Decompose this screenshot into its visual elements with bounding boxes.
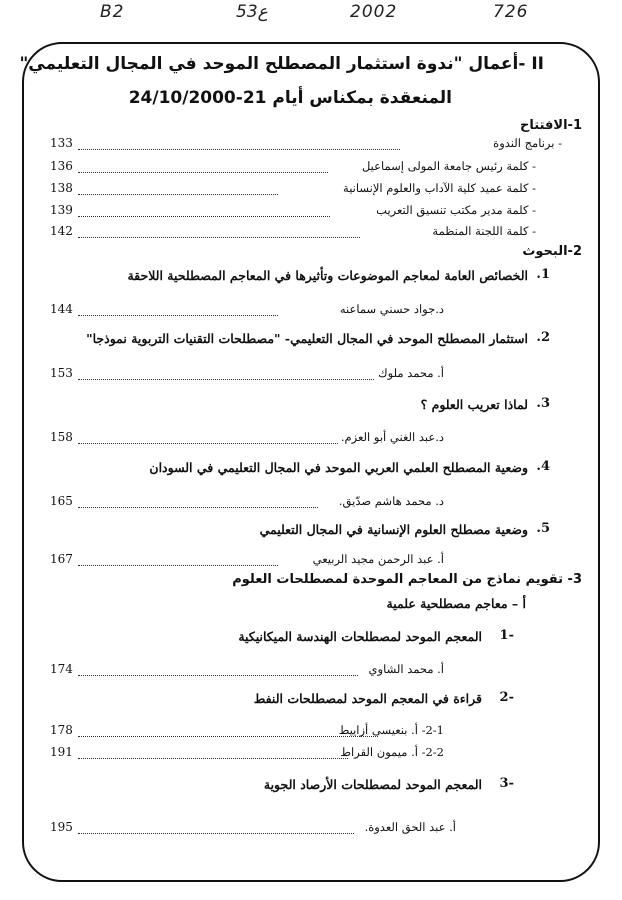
research-3-page: 158	[50, 430, 73, 444]
handwritten-page: 726	[493, 2, 529, 22]
evaluation-1-page: 174	[50, 662, 73, 676]
section1-heading: 1-الافتتاح	[520, 118, 582, 133]
research-5-number: 5.	[536, 521, 550, 536]
research-2-page: 153	[50, 366, 73, 380]
section3-heading: 3- تقويم نماذج من المعاجم الموحدة لمصطلحات العلوم	[232, 572, 582, 587]
handwritten-year: 2002	[350, 2, 398, 22]
evaluation-3-author: أ. عبد الحق العدوة.	[364, 820, 456, 834]
evaluation-1-title: المعجم الموحد لمصطلحات الهندسة الميكانيكية	[238, 629, 482, 644]
evaluation-2-title: قراءة في المعجم الموحد لمصطلحات النفط	[253, 691, 482, 706]
section1-page-1: 133	[50, 136, 73, 150]
research-3-number: 3.	[536, 396, 550, 411]
research-4-author: د. محمد هاشم صدّيق.	[338, 494, 444, 508]
research-3-author: د.عبد الغني أبو العزم.	[340, 430, 444, 444]
section1-page-4: 139	[50, 203, 73, 217]
section1-item-5: - كلمة اللجنة المنظمة	[432, 224, 536, 238]
research-2-author: أ. محمد ملوك	[378, 366, 444, 380]
evaluation-3-page: 195	[50, 820, 73, 834]
evaluation-1-number: -1	[499, 628, 514, 643]
dot-leader	[78, 216, 330, 217]
section1-page-2: 136	[50, 159, 73, 173]
dot-leader	[78, 758, 348, 759]
dot-leader	[78, 565, 278, 566]
dot-leader	[78, 194, 278, 195]
evaluation-2-1-author: 2-1- أ. بنعيسى أزاييط	[338, 723, 444, 737]
research-1-page: 144	[50, 302, 73, 316]
dot-leader	[78, 443, 338, 444]
dot-leader	[78, 507, 318, 508]
dot-leader	[78, 833, 354, 834]
section1-item-1: - برنامج الندوة	[493, 136, 562, 150]
research-1-number: 1.	[536, 267, 550, 282]
evaluation-2-1-page: 178	[50, 723, 73, 737]
dot-leader	[78, 237, 360, 238]
section1-page-3: 138	[50, 181, 73, 195]
evaluation-3-title: المعجم الموحد لمصطلحات الأرصاد الجوية	[263, 777, 482, 792]
handwritten-code: B2	[100, 2, 125, 22]
evaluation-1-author: أ. محمد الشاوي	[368, 662, 444, 676]
research-1-author: د.جواد حسني سماعنه	[339, 302, 444, 316]
research-5-page: 167	[50, 552, 73, 566]
handwritten-box: 53ع	[236, 2, 268, 22]
research-5-title: وضعية مصطلح العلوم الإنسانية في المجال التعليمي	[259, 522, 528, 537]
evaluation-2-2-author: 2-2- أ. ميمون القراط	[340, 745, 444, 759]
section1-item-4: - كلمة مدير مكتب تنسيق التعريب	[376, 203, 536, 217]
dot-leader	[78, 172, 328, 173]
dot-leader	[78, 675, 358, 676]
evaluation-3-number: -3	[499, 776, 514, 791]
research-4-number: 4.	[536, 459, 550, 474]
dot-leader	[78, 379, 374, 380]
section2-heading: 2-البحوث	[522, 244, 582, 259]
section1-item-2: - كلمة رئيس جامعة المولى إسماعيل	[361, 159, 536, 173]
research-4-page: 165	[50, 494, 73, 508]
section3-subheading: أ – معاجم مصطلحية علمية	[386, 596, 526, 611]
dot-leader	[78, 149, 400, 150]
evaluation-2-2-page: 191	[50, 745, 73, 759]
research-3-title: لماذا تعريب العلوم ؟	[420, 397, 528, 412]
research-2-number: 2.	[536, 330, 550, 345]
research-4-title: وضعية المصطلح العلمي العربي الموحد في المجال التعليمي في السودان	[149, 460, 528, 475]
title-line-2: المنعقدة بمكناس أيام 21-24/10/2000	[128, 88, 452, 108]
research-1-title: الخصائص العامة لمعاجم الموضوعات وتأثيرها في المعاجم المصطلحية اللاحقة	[127, 268, 528, 283]
section1-item-3: - كلمة عميد كلية الآداب والعلوم الإنسانية	[343, 181, 536, 195]
research-5-author: أ. عبد الرحمن مجيد الربيعي	[312, 552, 444, 566]
evaluation-2-number: -2	[499, 690, 514, 705]
research-2-title: استثمار المصطلح الموحد في المجال التعليمي- "مصطلحات التقنيات التربوية نموذجا"	[86, 331, 528, 346]
title-line-1: II -أعمال "ندوة استثمار المصطلح الموحد في المجال التعليمي"	[19, 54, 544, 74]
section1-page-5: 142	[50, 224, 73, 238]
dot-leader	[78, 315, 278, 316]
dot-leader	[78, 736, 378, 737]
